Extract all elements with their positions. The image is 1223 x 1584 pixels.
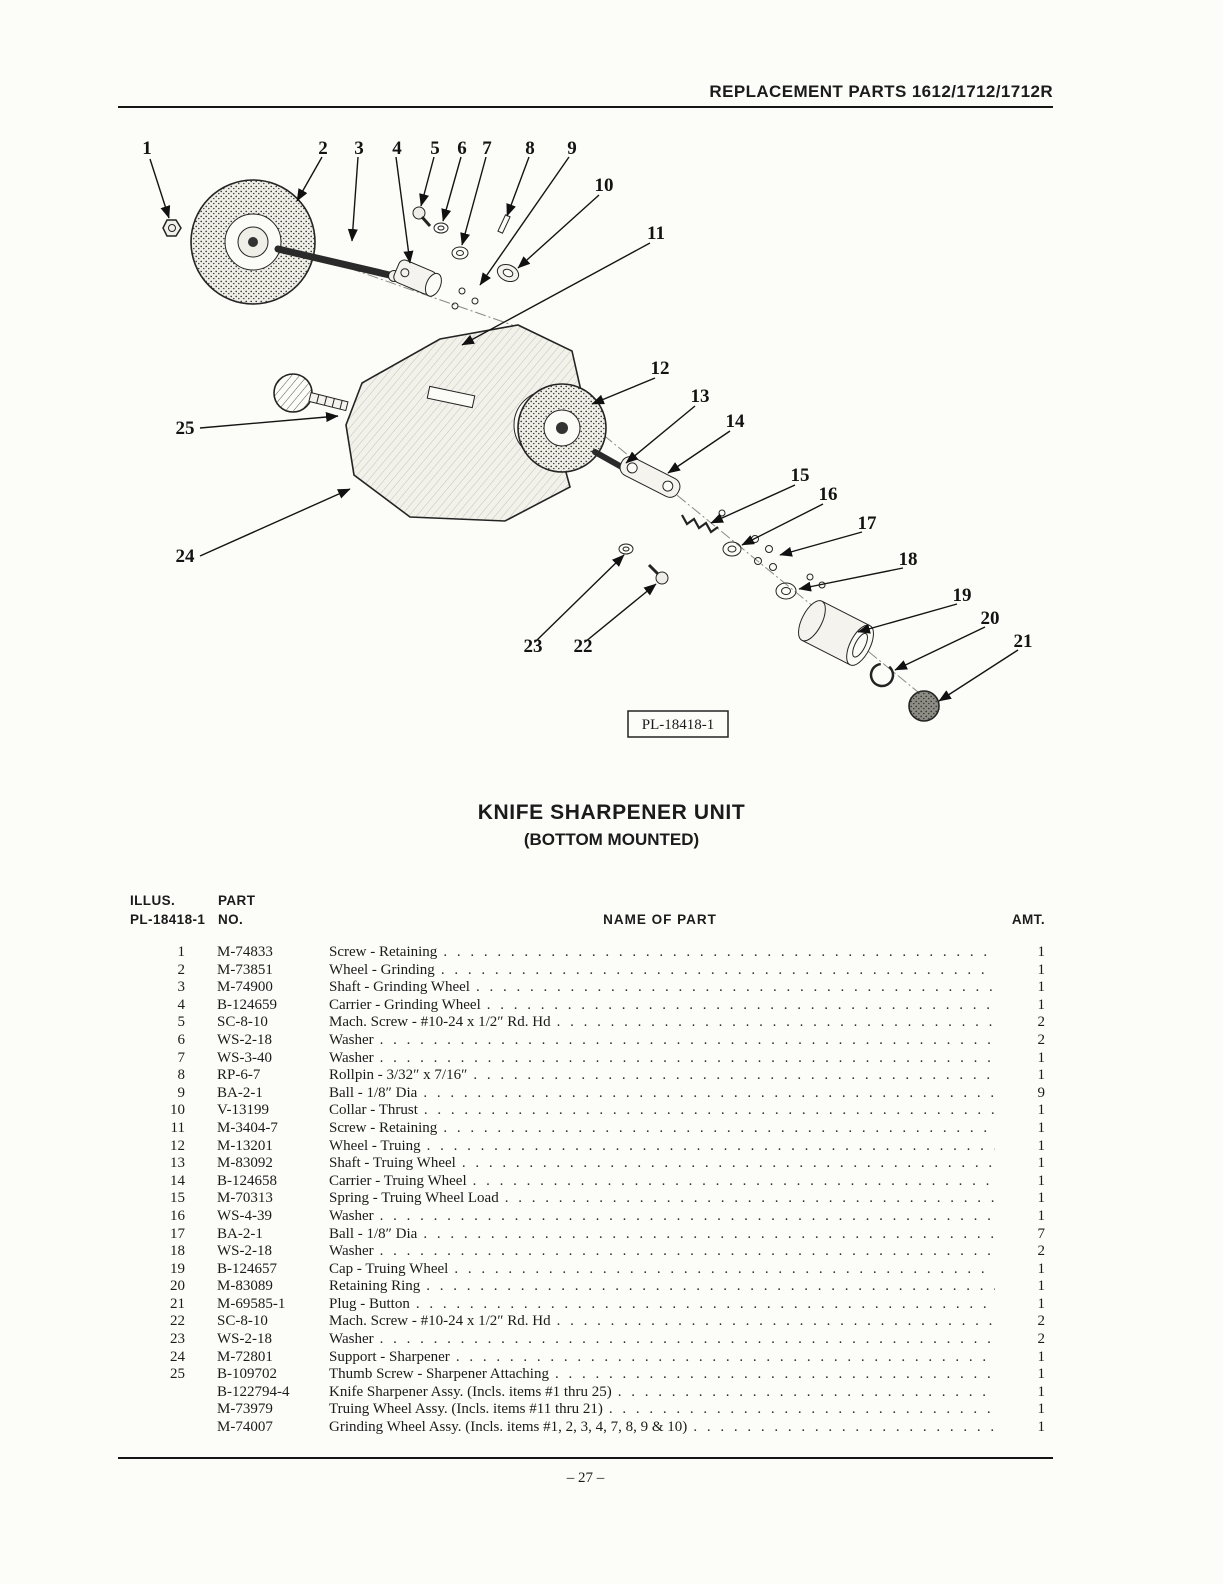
svg-text:5: 5	[430, 138, 440, 159]
callout-6	[443, 138, 467, 221]
row-part-name: Rollpin - 3/32″ x 7/16″	[329, 1067, 468, 1084]
table-row	[130, 1419, 1045, 1437]
dot-leader	[380, 1331, 995, 1349]
row-part-name: Mach. Screw - #10-24 x 1/2″ Rd. Hd	[329, 1313, 551, 1330]
svg-text:14: 14	[725, 411, 745, 432]
callout-8	[507, 138, 535, 216]
table-row	[130, 1296, 1045, 1314]
row-name-cell	[329, 1138, 1003, 1156]
parts-table	[130, 893, 1045, 1437]
row-illus-number: 14	[170, 1172, 185, 1189]
row-illus-number: 7	[177, 1049, 185, 1066]
truing-cap-drawing	[793, 597, 879, 670]
row-name-cell	[329, 1331, 1003, 1349]
row-name-cell	[329, 1120, 1003, 1138]
row-part-number: M-73851	[217, 961, 273, 978]
row-part-name: Ball - 1/8″ Dia	[329, 1225, 418, 1242]
row-part-number: RP-6-7	[217, 1067, 261, 1084]
balls-17-drawing	[719, 510, 825, 588]
table-row	[130, 1349, 1045, 1367]
row-name-cell	[329, 1313, 1003, 1331]
thumb-screw-drawing	[274, 374, 348, 412]
row-amount: 1	[1037, 1049, 1045, 1066]
row-illus-number: 25	[170, 1366, 185, 1383]
svg-text:15: 15	[790, 465, 810, 486]
dot-leader	[454, 1261, 995, 1279]
table-row	[130, 979, 1045, 997]
row-part-name: Screw - Retaining	[329, 1119, 438, 1136]
row-name-cell	[329, 1419, 1003, 1437]
table-row	[130, 1102, 1045, 1120]
dot-leader	[443, 1120, 995, 1138]
row-amount: 1	[1037, 1401, 1045, 1418]
dot-leader	[423, 1085, 995, 1103]
row-part-number: WS-2-18	[217, 1331, 272, 1348]
section-title: KNIFE SHARPENER UNIT	[477, 801, 746, 824]
row-amount: 1	[1037, 979, 1045, 996]
parts-table-header	[130, 893, 1045, 937]
row-part-number: M-13201	[217, 1137, 273, 1154]
svg-text:23: 23	[523, 636, 543, 657]
row-amount: 1	[1037, 1190, 1045, 1207]
row-illus-number: 1	[177, 944, 185, 960]
dot-leader	[416, 1296, 995, 1314]
row-amount: 9	[1037, 1084, 1045, 1101]
row-amount: 7	[1037, 1225, 1045, 1242]
row-part-name: Wheel - Truing	[329, 1137, 421, 1154]
callout-5	[421, 138, 440, 206]
svg-text:18: 18	[898, 549, 918, 570]
row-part-name: Screw - Retaining	[329, 944, 438, 960]
parts-table-body	[130, 944, 1045, 1437]
header-illus: ILLUS.	[130, 893, 176, 908]
row-illus-number: 12	[170, 1137, 185, 1154]
balls-9-drawing	[452, 288, 478, 309]
svg-text:4: 4	[392, 138, 402, 159]
retaining-screw-1-drawing	[163, 220, 181, 236]
row-part-number: M-74007	[217, 1419, 273, 1436]
callout-18	[799, 549, 918, 589]
dot-leader	[609, 1401, 995, 1419]
table-row	[130, 944, 1045, 962]
row-part-number: M-72801	[217, 1348, 273, 1365]
row-amount: 1	[1037, 1155, 1045, 1172]
row-amount: 1	[1037, 1419, 1045, 1436]
footer-rule	[118, 1457, 1053, 1459]
table-row	[130, 962, 1045, 980]
dot-leader	[473, 1067, 995, 1085]
dot-leader	[456, 1349, 995, 1367]
washer-16-drawing	[723, 542, 741, 556]
row-name-cell	[329, 997, 1003, 1015]
row-part-number: M-83089	[217, 1278, 273, 1295]
svg-text:2: 2	[318, 138, 328, 159]
row-part-number: BA-2-1	[217, 1084, 263, 1101]
table-row	[130, 1261, 1045, 1279]
dot-leader	[380, 1208, 995, 1226]
row-part-number: WS-2-18	[217, 1243, 272, 1260]
row-illus-number: 4	[177, 996, 185, 1013]
header-no: NO.	[218, 912, 244, 927]
row-name-cell	[329, 1243, 1003, 1261]
row-name-cell	[329, 1261, 1003, 1279]
table-row	[130, 1067, 1045, 1085]
row-amount: 2	[1037, 1331, 1045, 1348]
row-illus-number: 10	[170, 1102, 185, 1119]
row-illus-number: 2	[177, 961, 185, 978]
row-part-number: WS-4-39	[217, 1207, 272, 1224]
row-illus-number: 8	[177, 1067, 185, 1084]
row-illus-number: 15	[170, 1190, 185, 1207]
washer-23-drawing	[619, 544, 633, 554]
callout-15	[711, 465, 810, 523]
dot-leader	[441, 962, 995, 980]
table-row	[130, 997, 1045, 1015]
row-name-cell	[329, 1226, 1003, 1244]
row-part-number: B-124658	[217, 1172, 277, 1189]
row-illus-number: 22	[170, 1313, 185, 1330]
row-amount: 1	[1037, 1137, 1045, 1154]
row-part-number: M-83092	[217, 1155, 273, 1172]
table-row	[130, 1366, 1045, 1384]
row-illus-number: 23	[170, 1331, 185, 1348]
row-illus-number: 24	[170, 1348, 185, 1365]
row-name-cell	[329, 1278, 1003, 1296]
callout-25	[176, 416, 339, 439]
row-name-cell	[329, 1085, 1003, 1103]
row-illus-number: 19	[170, 1260, 185, 1277]
callout-1	[142, 138, 169, 218]
row-name-cell	[329, 1208, 1003, 1226]
svg-text:7: 7	[482, 138, 492, 159]
header-name-of-part: NAME OF PART	[603, 912, 717, 927]
table-row	[130, 1138, 1045, 1156]
dot-leader	[487, 997, 995, 1015]
row-amount: 1	[1037, 961, 1045, 978]
washer-18-drawing	[776, 583, 796, 599]
section-subtitle: (BOTTOM MOUNTED)	[523, 830, 700, 849]
callout-19	[858, 585, 972, 632]
row-name-cell	[329, 1067, 1003, 1085]
dot-leader	[505, 1190, 995, 1208]
table-row	[130, 1173, 1045, 1191]
table-row	[130, 1120, 1045, 1138]
callout-2	[297, 138, 328, 201]
row-part-name: Washer	[329, 1243, 374, 1260]
table-row	[130, 1243, 1045, 1261]
callout-24	[176, 489, 351, 567]
svg-text:6: 6	[457, 138, 467, 159]
table-row	[130, 1155, 1045, 1173]
row-illus-number: 20	[170, 1278, 185, 1295]
row-name-cell	[329, 1102, 1003, 1120]
grinding-wheel-drawing	[191, 180, 315, 304]
row-part-name: Retaining Ring	[329, 1278, 421, 1295]
row-amount: 1	[1037, 1102, 1045, 1119]
row-name-cell	[329, 979, 1003, 997]
row-illus-number: 6	[177, 1031, 185, 1048]
row-part-number: B-109702	[217, 1366, 277, 1383]
dot-leader	[427, 1138, 995, 1156]
table-row	[130, 1226, 1045, 1244]
row-part-number: M-70313	[217, 1190, 273, 1207]
row-name-cell	[329, 1349, 1003, 1367]
row-part-name: Spring - Truing Wheel Load	[329, 1190, 499, 1207]
row-name-cell	[329, 1032, 1003, 1050]
row-illus-number: 5	[177, 1014, 185, 1031]
row-amount: 1	[1037, 1172, 1045, 1189]
svg-text:8: 8	[525, 138, 535, 159]
row-illus-number: 21	[170, 1295, 185, 1312]
row-part-name: Cap - Truing Wheel	[329, 1260, 449, 1277]
dot-leader	[462, 1155, 995, 1173]
svg-text:10: 10	[594, 175, 614, 196]
row-illus-number: 18	[170, 1243, 185, 1260]
table-row	[130, 1401, 1045, 1419]
row-part-number: WS-2-18	[217, 1031, 272, 1048]
row-part-number: B-124659	[217, 996, 277, 1013]
svg-text:1: 1	[142, 138, 152, 159]
table-row	[130, 1032, 1045, 1050]
row-amount: 2	[1037, 1313, 1045, 1330]
exploded-diagram	[110, 125, 1050, 750]
dot-leader	[380, 1032, 995, 1050]
row-part-name: Truing Wheel Assy. (Incls. items #11 thru 21)	[329, 1401, 603, 1418]
diagram-plate-label-text: PL-18418-1	[641, 717, 715, 733]
row-name-cell	[329, 962, 1003, 980]
callout-4	[392, 138, 410, 263]
table-row	[130, 1190, 1045, 1208]
row-part-number: B-122794-4	[217, 1383, 290, 1400]
row-amount: 2	[1037, 1031, 1045, 1048]
row-part-name: Grinding Wheel Assy. (Incls. items #1, 2, 3, 4, 7, 8, 9 & 10)	[329, 1419, 688, 1436]
retaining-ring-drawing	[867, 660, 897, 690]
row-part-name: Support - Sharpener	[329, 1348, 450, 1365]
row-part-name: Washer	[329, 1207, 374, 1224]
row-part-number: SC-8-10	[217, 1014, 268, 1031]
row-name-cell	[329, 1401, 1003, 1419]
row-part-name: Shaft - Truing Wheel	[329, 1155, 456, 1172]
callout-10	[518, 175, 614, 268]
dot-leader	[423, 1226, 995, 1244]
callout-12	[592, 358, 670, 404]
svg-text:16: 16	[818, 484, 838, 505]
row-part-number: B-124657	[217, 1260, 277, 1277]
row-name-cell	[329, 1173, 1003, 1191]
row-name-cell	[329, 1155, 1003, 1173]
dot-leader	[693, 1419, 995, 1437]
row-part-number: M-69585-1	[217, 1295, 286, 1312]
row-part-name: Plug - Button	[329, 1295, 410, 1312]
row-part-number: V-13199	[217, 1102, 269, 1119]
dot-leader	[380, 1243, 995, 1261]
row-name-cell	[329, 1014, 1003, 1032]
row-amount: 2	[1037, 1014, 1045, 1031]
row-name-cell	[329, 1296, 1003, 1314]
row-part-number: M-73979	[217, 1401, 273, 1418]
header-plate-number: PL-18418-1	[130, 912, 206, 927]
svg-text:9: 9	[567, 138, 577, 159]
svg-text:11: 11	[647, 223, 665, 244]
row-part-number: SC-8-10	[217, 1313, 268, 1330]
row-part-number: M-3404-7	[217, 1119, 278, 1136]
row-part-number: BA-2-1	[217, 1225, 263, 1242]
row-illus-number: 11	[170, 1119, 185, 1136]
spring-drawing	[682, 515, 718, 532]
dot-leader	[557, 1313, 995, 1331]
truing-carrier-drawing	[617, 454, 683, 501]
row-amount: 1	[1037, 944, 1045, 960]
table-row	[130, 1050, 1045, 1068]
row-amount: 1	[1037, 1295, 1045, 1312]
callout-3	[352, 138, 364, 241]
row-name-cell	[329, 944, 1003, 962]
table-row	[130, 1278, 1045, 1296]
row-part-name: Carrier - Truing Wheel	[329, 1172, 467, 1189]
row-part-name: Knife Sharpener Assy. (Incls. items #1 thru 25)	[329, 1383, 612, 1400]
svg-text:13: 13	[690, 386, 710, 407]
callout-13	[626, 386, 710, 463]
row-part-number: WS-3-40	[217, 1049, 272, 1066]
svg-text:3: 3	[354, 138, 364, 159]
dot-leader	[426, 1278, 995, 1296]
table-row	[130, 1313, 1045, 1331]
row-illus-number: 3	[177, 979, 185, 996]
row-illus-number: 17	[170, 1225, 185, 1242]
row-name-cell	[329, 1366, 1003, 1384]
table-row	[130, 1014, 1045, 1032]
callout-11	[462, 223, 665, 345]
row-amount: 1	[1037, 996, 1045, 1013]
svg-text:12: 12	[650, 358, 670, 379]
callout-14	[668, 411, 745, 473]
svg-text:22: 22	[573, 636, 593, 657]
row-part-name: Wheel - Grinding	[329, 961, 435, 978]
row-name-cell	[329, 1190, 1003, 1208]
row-part-name: Carrier - Grinding Wheel	[329, 996, 481, 1013]
fastener-parts-drawing	[413, 207, 510, 259]
row-amount: 2	[1037, 1243, 1045, 1260]
callout-22	[574, 584, 657, 657]
dot-leader	[618, 1384, 995, 1402]
svg-text:20: 20	[980, 608, 1000, 629]
row-part-number: M-74900	[217, 979, 273, 996]
svg-text:21: 21	[1013, 631, 1033, 652]
row-amount: 1	[1037, 1383, 1045, 1400]
row-illus-number: 16	[170, 1207, 185, 1224]
row-name-cell	[329, 1050, 1003, 1068]
title-block	[0, 801, 1223, 850]
row-part-name: Shaft - Grinding Wheel	[329, 979, 470, 996]
truing-wheel-drawing	[518, 384, 606, 472]
dot-leader	[555, 1366, 995, 1384]
diagram-plate-label	[628, 711, 728, 737]
row-amount: 1	[1037, 1260, 1045, 1277]
row-amount: 1	[1037, 1348, 1045, 1365]
row-part-name: Washer	[329, 1031, 374, 1048]
header-amt: AMT.	[1011, 912, 1045, 927]
row-amount: 1	[1037, 1207, 1045, 1224]
header-part: PART	[218, 893, 256, 908]
table-row	[130, 1384, 1045, 1402]
dot-leader	[473, 1173, 995, 1191]
svg-text:25: 25	[175, 418, 195, 439]
table-row	[130, 1208, 1045, 1226]
dot-leader	[380, 1050, 995, 1068]
row-amount: 1	[1037, 1119, 1045, 1136]
row-part-name: Washer	[329, 1049, 374, 1066]
button-plug-drawing	[909, 691, 939, 721]
table-row	[130, 1331, 1045, 1349]
dot-leader	[476, 979, 995, 997]
callout-21	[939, 631, 1033, 701]
row-amount: 1	[1037, 1067, 1045, 1084]
header-rule	[118, 106, 1053, 108]
page-header-title: REPLACEMENT PARTS 1612/1712/1712R	[709, 82, 1053, 101]
page-number: – 27 –	[566, 1470, 605, 1486]
row-amount: 1	[1037, 1366, 1045, 1383]
row-part-name: Ball - 1/8″ Dia	[329, 1084, 418, 1101]
thrust-collar-drawing	[495, 261, 522, 284]
svg-text:19: 19	[952, 585, 972, 606]
row-name-cell	[329, 1384, 1003, 1402]
row-part-name: Washer	[329, 1331, 374, 1348]
dot-leader	[557, 1014, 995, 1032]
row-part-name: Thumb Screw - Sharpener Attaching	[329, 1366, 549, 1383]
dot-leader	[424, 1102, 995, 1120]
row-part-number: M-74833	[217, 944, 273, 960]
row-amount: 1	[1037, 1278, 1045, 1295]
svg-text:24: 24	[175, 546, 195, 567]
table-row	[130, 1085, 1045, 1103]
dot-leader	[443, 944, 995, 962]
svg-text:17: 17	[857, 513, 877, 534]
callout-17	[780, 513, 877, 555]
row-part-name: Mach. Screw - #10-24 x 1/2″ Rd. Hd	[329, 1014, 551, 1031]
screw-22-drawing	[649, 565, 668, 584]
row-illus-number: 13	[170, 1155, 185, 1172]
row-part-name: Collar - Thrust	[329, 1102, 418, 1119]
row-illus-number: 9	[177, 1084, 185, 1101]
